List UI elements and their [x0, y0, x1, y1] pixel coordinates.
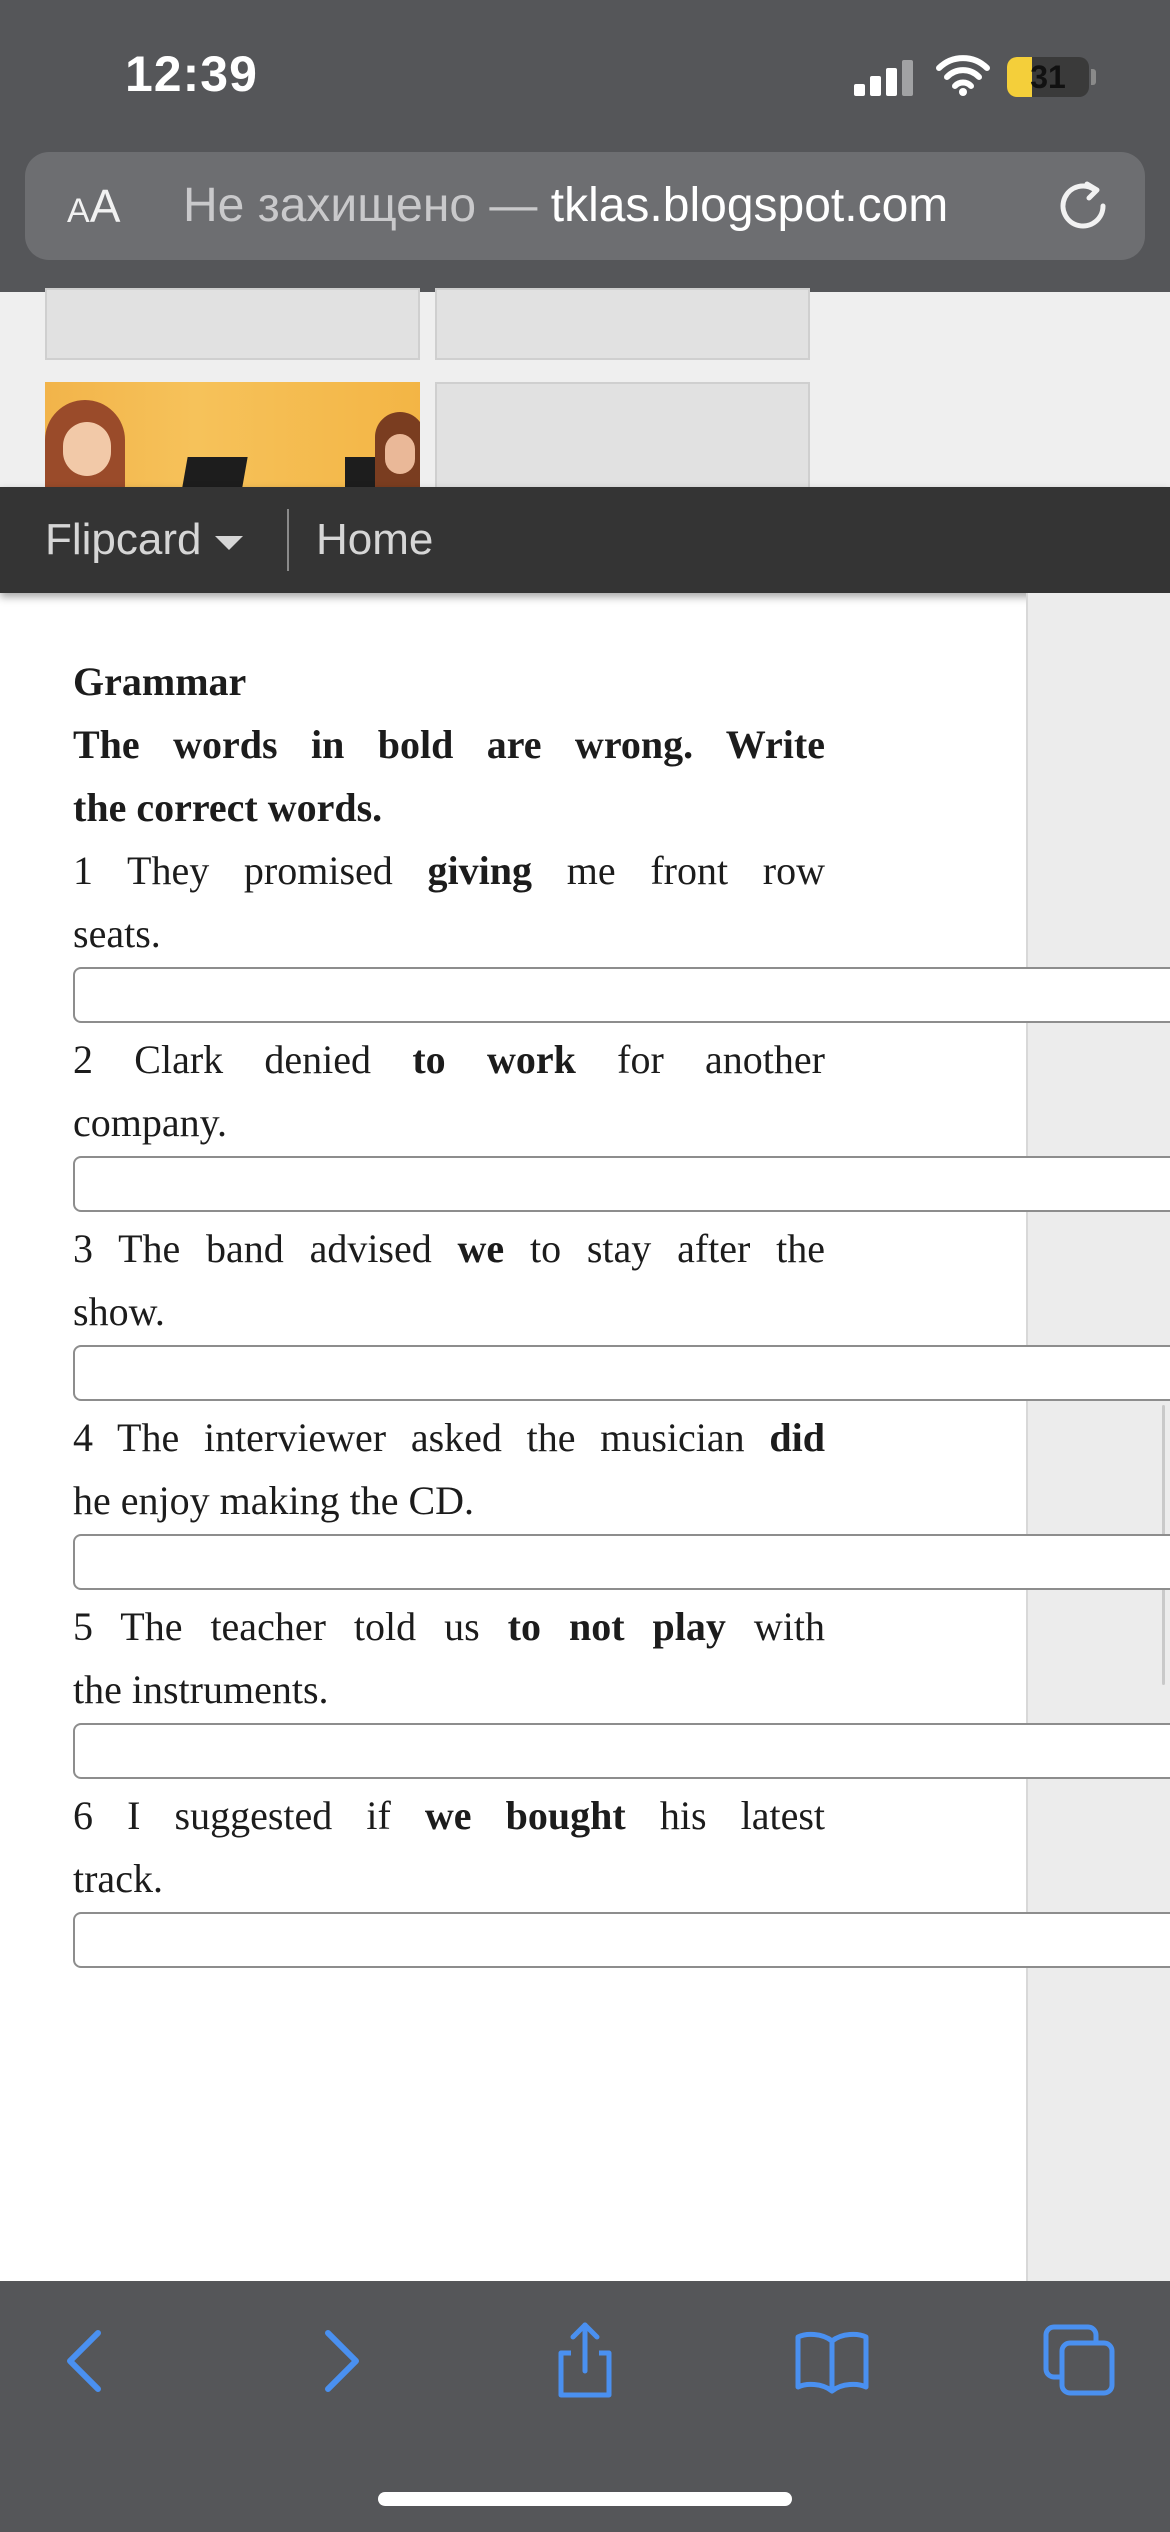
item-bold-text: we bought	[424, 1793, 626, 1838]
exercise-item	[73, 1406, 825, 1532]
thumbnail-grid-area	[0, 292, 1170, 487]
item-text: for another	[575, 1037, 825, 1082]
battery-cap	[1091, 69, 1096, 85]
item-number: 5	[73, 1604, 93, 1649]
wifi-icon	[935, 52, 991, 96]
item-number: 6	[73, 1793, 93, 1838]
instruction-line: the correct words.	[73, 785, 383, 830]
page-side-strip	[1026, 593, 1170, 2281]
thumbnail-placeholder[interactable]	[435, 382, 810, 492]
exercise-item	[73, 1028, 825, 1154]
item-line	[73, 1469, 825, 1532]
exercise-content	[73, 650, 825, 839]
item-line	[73, 1847, 825, 1910]
item-text: the instruments.	[73, 1667, 329, 1712]
item-text: me front row	[532, 848, 826, 893]
aa-small-letter: A	[67, 192, 90, 230]
bookmarks-icon[interactable]	[792, 2321, 872, 2401]
cellular-signal-icon	[854, 58, 914, 96]
item-number: 4	[73, 1415, 93, 1460]
back-icon[interactable]	[48, 2321, 128, 2401]
site-nav-bar	[0, 487, 1170, 593]
item-line	[73, 839, 825, 902]
exercise-item	[73, 839, 825, 965]
item-text: The band advised	[118, 1226, 458, 1271]
item-number: 3	[73, 1226, 93, 1271]
share-icon[interactable]	[545, 2321, 625, 2401]
item-bold-text: to work	[412, 1037, 576, 1082]
address-bar[interactable]	[25, 152, 1145, 260]
device-shape	[182, 457, 247, 487]
item-text: company.	[73, 1100, 228, 1145]
reload-icon[interactable]	[1055, 178, 1111, 234]
person-figure	[45, 400, 125, 487]
item-line	[73, 1091, 825, 1154]
exercise-heading: Grammar	[73, 659, 247, 704]
answer-input[interactable]	[73, 1156, 1170, 1212]
item-text: They promised	[127, 848, 428, 893]
forward-icon[interactable]	[298, 2321, 378, 2401]
exercise-item	[73, 1595, 825, 1721]
item-line	[73, 1406, 825, 1469]
url-field[interactable]	[183, 177, 1043, 235]
item-line	[73, 1280, 825, 1343]
item-line	[73, 1784, 825, 1847]
item-bold-text: did	[769, 1415, 826, 1460]
answer-input[interactable]	[73, 1534, 1170, 1590]
item-text: to stay after the	[504, 1226, 825, 1271]
item-line	[73, 1658, 825, 1721]
item-line	[73, 1028, 825, 1091]
item-line	[73, 1217, 825, 1280]
item-text: The interviewer asked the musician	[117, 1415, 770, 1460]
nav-flipcard-menu[interactable]: Flipcard	[45, 515, 202, 564]
security-warning-text: Не захищено —	[183, 179, 551, 232]
person-figure	[375, 412, 420, 487]
tabs-icon[interactable]	[1040, 2321, 1120, 2401]
instruction-line: The words in bold are wrong. Write	[73, 722, 825, 767]
item-text: seats.	[73, 911, 161, 956]
item-text: track.	[73, 1856, 163, 1901]
domain-text: tklas.blogspot.com	[550, 179, 949, 232]
thumbnail-placeholder[interactable]	[435, 288, 810, 360]
nav-divider	[287, 509, 289, 571]
nav-home-link[interactable]: Home	[316, 515, 434, 564]
battery-icon	[1007, 57, 1089, 97]
aa-large-letter: A	[89, 180, 121, 232]
home-indicator	[378, 2492, 792, 2506]
item-number: 2	[73, 1037, 93, 1082]
answer-input[interactable]	[73, 967, 1170, 1023]
item-text: Clark denied	[134, 1037, 413, 1082]
answer-input[interactable]	[73, 1912, 1170, 1968]
battery-percent: 31	[1030, 59, 1066, 95]
answer-input[interactable]	[73, 1345, 1170, 1401]
browser-top-chrome	[0, 0, 1170, 292]
item-bold-text: we	[457, 1226, 505, 1271]
item-text: he enjoy making the CD.	[73, 1478, 475, 1523]
item-bold-text: giving	[427, 848, 533, 893]
chevron-down-icon[interactable]	[215, 536, 243, 550]
item-text: his latest	[625, 1793, 826, 1838]
item-text: I suggested if	[127, 1793, 425, 1838]
exercise-item	[73, 1217, 825, 1343]
answer-input[interactable]	[73, 1723, 1170, 1779]
status-time: 12:39	[125, 46, 258, 102]
item-text: with	[725, 1604, 825, 1649]
exercise-item	[73, 1784, 825, 1910]
browser-bottom-toolbar	[0, 2281, 1170, 2532]
item-number: 1	[73, 848, 93, 893]
item-bold-text: to not play	[507, 1604, 726, 1649]
item-line	[73, 902, 825, 965]
thumbnail-placeholder[interactable]	[45, 288, 420, 360]
item-text: The teacher told us	[120, 1604, 508, 1649]
item-line	[73, 1595, 825, 1658]
reader-text-size-button[interactable]	[67, 177, 120, 235]
item-text: show.	[73, 1289, 165, 1334]
thumbnail-image-people[interactable]	[45, 382, 420, 487]
